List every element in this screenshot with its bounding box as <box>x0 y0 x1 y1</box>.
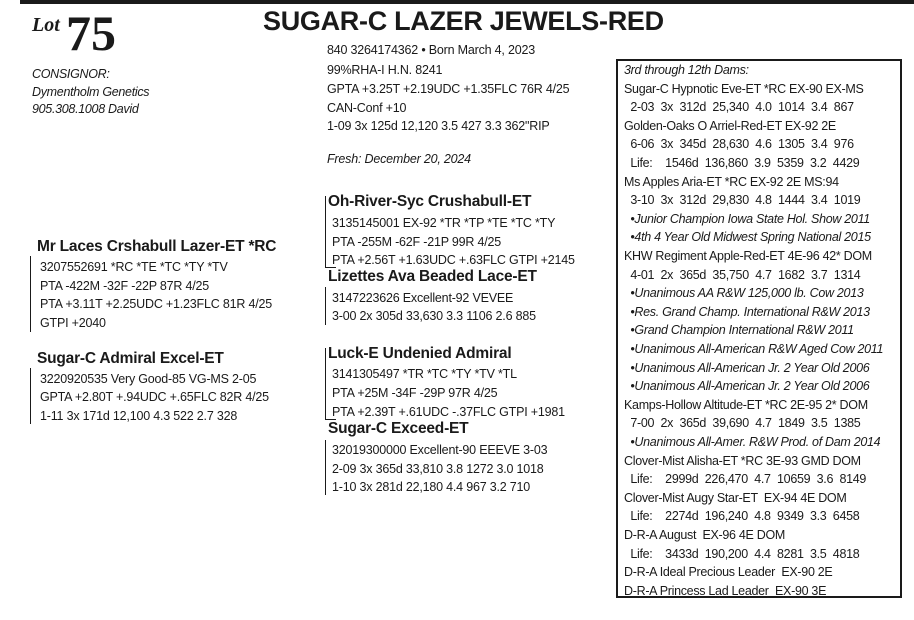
dam-dam-name: Sugar-C Exceed-ET <box>328 420 469 437</box>
dams-box-line: Life: 2274d 196,240 4.8 9349 3.3 6458 <box>624 509 860 524</box>
consignor-label: CONSIGNOR: <box>32 67 110 81</box>
fresh-date: Fresh: December 20, 2024 <box>327 152 471 166</box>
dams-box-line: Ms Apples Aria-ET *RC EX-92 2E MS:94 <box>624 174 839 189</box>
sire-name: Mr Laces Crshabull Lazer-ET *RC <box>37 238 277 255</box>
animal-line: GPTA +3.25T +2.19UDC +1.35FLC 76R 4/25 <box>327 82 570 96</box>
consignor-name: Dymentholm Genetics <box>32 85 150 99</box>
dams-box-line: 3-10 3x 312d 29,830 4.8 1444 3.4 1019 <box>624 193 861 208</box>
dams-box-line: Kamps-Hollow Altitude-ET *RC 2E-95 2* DOM <box>624 397 868 412</box>
animal-line: 99%RHA-I H.N. 8241 <box>327 63 443 77</box>
dams-box-line: •Unanimous All-Amer. R&W Prod. of Dam 2014 <box>624 435 881 449</box>
animal-line: CAN-Conf +10 <box>327 101 407 115</box>
dam-dam-line: 32019300000 Excellent-90 EEEVE 3-03 <box>332 443 548 457</box>
animal-line: 840 3264174362 • Born March 4, 2023 <box>327 43 535 57</box>
dams-box-line: KHW Regiment Apple-Red-ET 4E-96 42* DOM <box>624 249 872 263</box>
consignor-phone: 905.308.1008 David <box>32 102 139 116</box>
dams-box-line: •Res. Grand Champ. International R&W 2013 <box>624 304 870 319</box>
page-title: SUGAR-C LAZER JEWELS-RED <box>263 6 664 36</box>
dams-box-line: Clover-Mist Alisha-ET *RC 3E-93 GMD DOM <box>624 453 861 468</box>
dam-dam-line: 2-09 3x 365d 33,810 3.8 1272 3.0 1018 <box>332 462 544 476</box>
dam-sire-name: Luck-E Undenied Admiral <box>328 345 512 362</box>
dams-box-line: Golden-Oaks O Arriel-Red-ET EX-92 2E <box>624 118 836 133</box>
sire-sire-line: PTA -255M -62F -21P 99R 4/25 <box>332 235 502 249</box>
dams-box-line: 4-01 2x 365d 35,750 4.7 1682 3.7 1314 <box>624 267 861 282</box>
sire-bracket <box>30 256 31 332</box>
dam-bracket <box>30 368 31 424</box>
dams-box-line: Clover-Mist Augy Star-ET EX-94 4E DOM <box>624 490 847 505</box>
dam-sire-line: 3141305497 *TR *TC *TY *TV *TL <box>332 367 517 381</box>
sire-sire-line: 3135145001 EX-92 *TR *TP *TE *TC *TY <box>332 216 556 230</box>
dam-sire-line: PTA +2.39T +.61UDC -.37FLC GTPI +1981 <box>332 405 565 419</box>
sire-line: PTA -422M -32F -22P 87R 4/25 <box>40 279 210 293</box>
dam-name: Sugar-C Admiral Excel-ET <box>37 350 224 367</box>
dam-line: GPTA +2.80T +.94UDC +.65FLC 82R 4/25 <box>40 390 269 404</box>
dams-box-line: 3rd through 12th Dams: <box>624 63 749 77</box>
dams-box-line: D-R-A August EX-96 4E DOM <box>624 528 786 542</box>
lot-number: 75 <box>66 5 116 61</box>
dam-sire-line: PTA +25M -34F -29P 97R 4/25 <box>332 386 498 400</box>
dams-box-line: 2-03 3x 312d 25,340 4.0 1014 3.4 867 <box>624 100 854 115</box>
dams-box-line: Life: 2999d 226,470 4.7 10659 3.6 8149 <box>624 472 867 487</box>
sire-line: 3207552691 *RC *TE *TC *TY *TV <box>40 260 228 274</box>
sire-line: GTPI +2040 <box>40 316 106 330</box>
animal-line: 1-09 3x 125d 12,120 3.5 427 3.3 362"RIP <box>327 119 550 133</box>
lot-label: Lot <box>32 14 60 36</box>
dams-box-line: Life: 3433d 190,200 4.4 8281 3.5 4818 <box>624 546 860 561</box>
dams-box-line: •Unanimous All-American Jr. 2 Year Old 2006 <box>624 379 870 394</box>
dams-box-line: •Unanimous All-American R&W Aged Cow 2011 <box>624 342 884 356</box>
sire-sire-name: Oh-River-Syc Crushabull-ET <box>328 193 532 210</box>
dams-box-line: 7-00 2x 365d 39,690 4.7 1849 3.5 1385 <box>624 416 861 431</box>
sire-line: PTA +3.11T +2.25UDC +1.23FLC 81R 4/25 <box>40 297 272 311</box>
dam-dam-line: 1-10 3x 281d 22,180 4.4 967 3.2 710 <box>332 480 531 494</box>
sire-dam-line: 3-00 2x 305d 33,630 3.3 1106 2.6 885 <box>332 309 536 323</box>
dams-box-line: •Junior Champion Iowa State Hol. Show 2011 <box>624 211 870 226</box>
dams-box-line: •Unanimous All-American Jr. 2 Year Old 2006 <box>624 360 870 375</box>
dams-box-line: D-R-A Ideal Precious Leader EX-90 2E <box>624 565 833 580</box>
sire-dam-bracket <box>325 287 326 325</box>
dam-line: 3220920535 Very Good-85 VG-MS 2-05 <box>40 372 257 386</box>
dams-box-line: Sugar-C Hypnotic Eve-ET *RC EX-90 EX-MS <box>624 81 864 96</box>
dam-dam-bracket <box>325 440 326 495</box>
dams-box-line: 6-06 3x 345d 28,630 4.6 1305 3.4 976 <box>624 137 854 152</box>
sire-dam-line: 3147223626 Excellent-92 VEVEE <box>332 291 514 305</box>
dams-box-line: •Grand Champion International R&W 2011 <box>624 323 854 338</box>
dam-line: 1-11 3x 171d 12,100 4.3 522 2.7 328 <box>40 409 238 423</box>
dams-box-line: D-R-A Princess Lad Leader EX-90 3E <box>624 583 827 598</box>
sire-sire-line: PTA +2.56T +1.63UDC +.63FLC GTPI +2145 <box>332 253 575 267</box>
dams-box-line: •4th 4 Year Old Midwest Spring National 2015 <box>624 230 871 245</box>
dams-box-line: •Unanimous AA R&W 125,000 lb. Cow 2013 <box>624 286 864 301</box>
dams-box-line: Life: 1546d 136,860 3.9 5359 3.2 4429 <box>624 156 860 170</box>
top-rule <box>20 0 914 4</box>
sire-dam-name: Lizettes Ava Beaded Lace-ET <box>328 268 537 285</box>
